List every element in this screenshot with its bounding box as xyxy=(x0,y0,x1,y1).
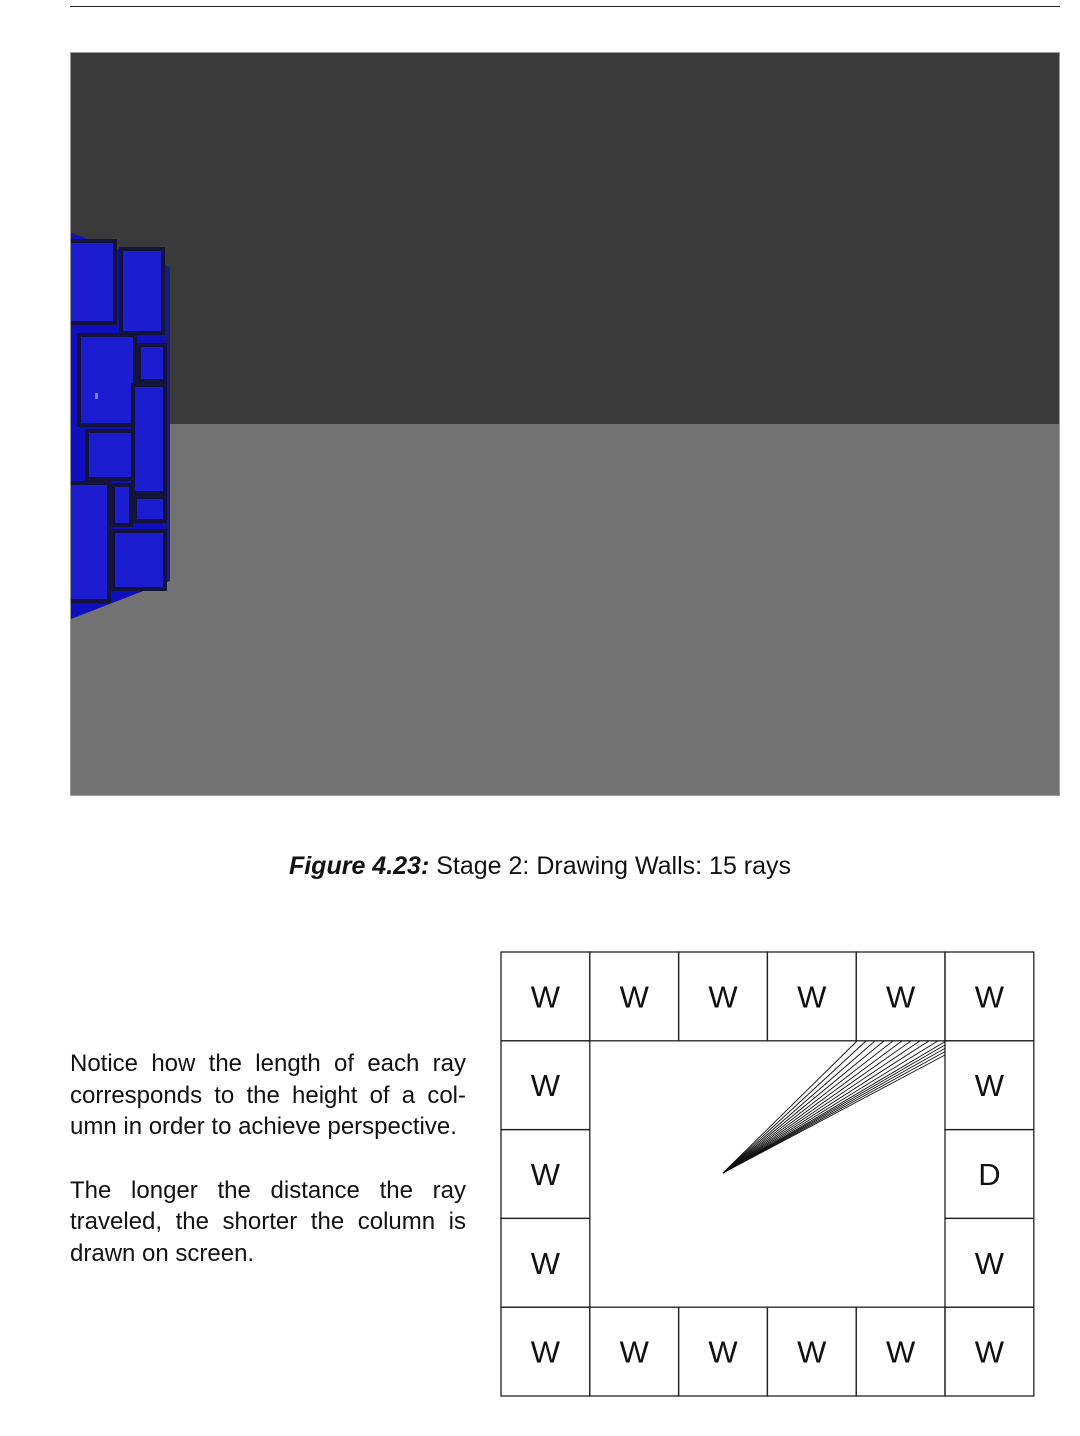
map-cell-label: W xyxy=(797,979,827,1015)
map-cell-label: W xyxy=(530,1068,561,1104)
ray-line xyxy=(723,1041,875,1173)
map-cell-label: W xyxy=(530,979,561,1015)
map-cell-label: W xyxy=(708,1334,738,1370)
map-cell-label: D xyxy=(978,1157,1001,1192)
ray-line xyxy=(723,1055,945,1173)
map-cell-label: W xyxy=(885,1334,916,1370)
map-cell-label: W xyxy=(708,979,738,1015)
map-cell-label: W xyxy=(974,1068,1005,1104)
map-cell-label: W xyxy=(619,979,649,1015)
map-cell-label: W xyxy=(974,979,1005,1015)
ray-line xyxy=(723,1041,920,1173)
ray-line xyxy=(723,1041,902,1173)
map-cell-label: W xyxy=(530,1157,561,1192)
paragraph-2: The longer the distance the ray traveled, the shorter the column is drawn on screen. xyxy=(70,1176,466,1267)
map-cell-label: W xyxy=(974,1245,1005,1281)
map-cell-label: W xyxy=(530,1334,561,1370)
paragraph-1: Notice how the length of each ray corresponds to the height of a column in order to achieve perspective. xyxy=(70,1050,466,1140)
ray-line xyxy=(723,1041,938,1173)
map-cell-label: W xyxy=(797,1334,827,1370)
map-cell-label: W xyxy=(974,1334,1005,1370)
ray-line xyxy=(723,1041,929,1173)
ray-line xyxy=(723,1041,884,1173)
ray-line xyxy=(723,1041,911,1173)
map-cell-label: W xyxy=(619,1334,649,1370)
map-cell-label: W xyxy=(530,1245,561,1281)
figure-label: Figure 4.23: xyxy=(288,852,430,880)
ray-line xyxy=(723,1041,893,1173)
map-cell-label: W xyxy=(885,979,916,1015)
figure-caption-text: Stage 2: Drawing Walls: 15 rays xyxy=(436,852,792,880)
